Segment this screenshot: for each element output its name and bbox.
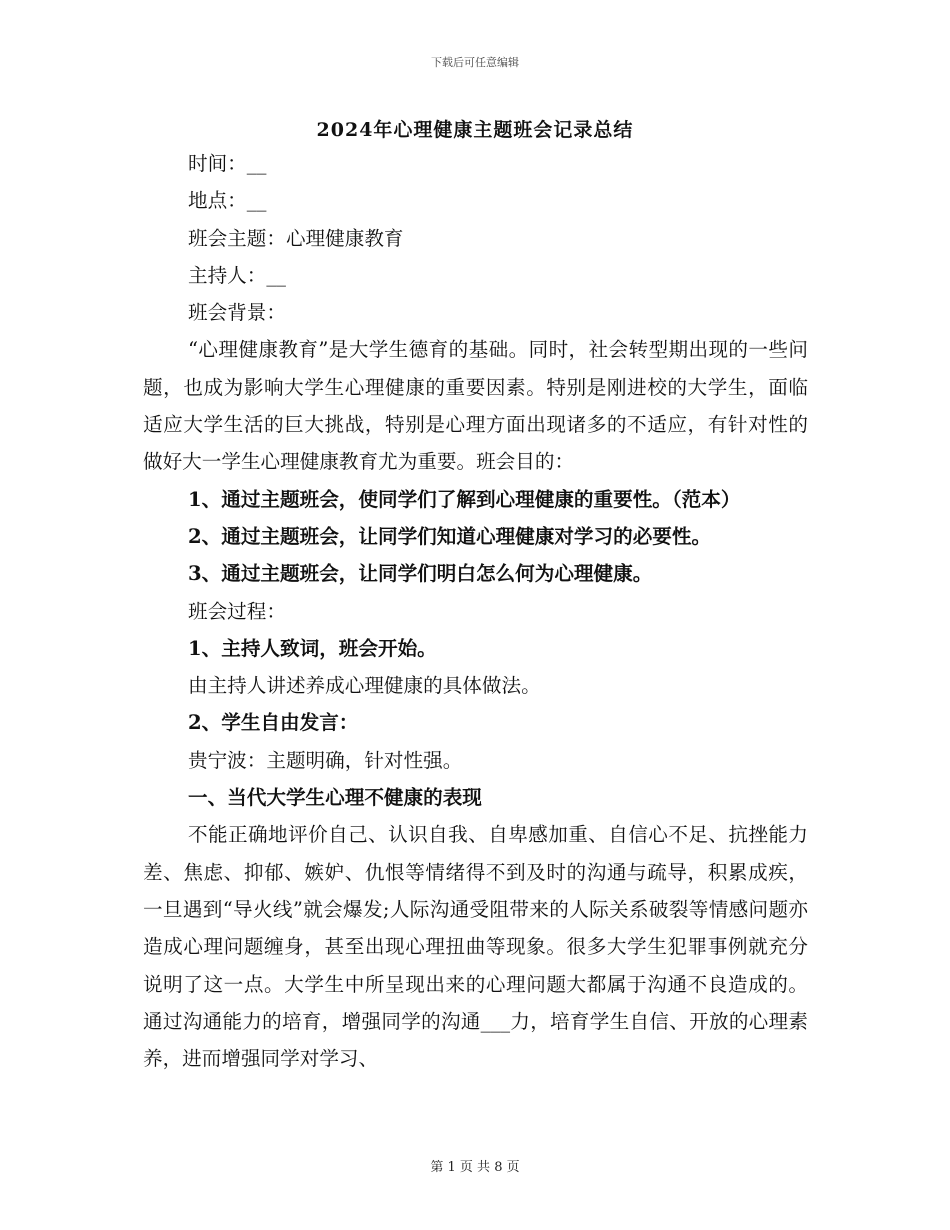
- host-line: 主持人：__: [188, 263, 286, 287]
- document-body: [143, 145, 808, 1077]
- step2-heading: 2、学生自由发言：: [188, 711, 359, 735]
- background-label: 班会背景：: [188, 301, 286, 325]
- time-line: 时间：__: [188, 152, 267, 175]
- theme-line: 班会主题：心理健康教育: [188, 226, 404, 250]
- page-footer: 第 1 页 共 8 页: [430, 1160, 520, 1175]
- document-title: 2024年心理健康主题班会记录总结: [316, 119, 634, 141]
- section1-heading: 一、当代大学生心理不健康的表现: [188, 786, 482, 810]
- place-line: 地点：__: [188, 189, 267, 213]
- step2-text: 贵宁波：主题明确，针对性强。: [188, 748, 463, 772]
- goal-item: 1、通过主题班会，使同学们了解到心理健康的重要性。（范本）: [188, 487, 741, 511]
- goal-item: 3、通过主题班会，让同学们明白怎么何为心理健康。: [188, 562, 653, 586]
- goal-item: 2、通过主题班会，让同学们知道心理健康对学习的必要性。: [188, 524, 712, 548]
- section1-paragraph: 不能正确地评价自己、认识自我、自卑感加重、自信心不足、抗挫能力差、焦虑、抑郁、嫉妒、仇恨等情绪得不到及时的沟通与疏导，积累成疾，一旦遇到“导火线”就会爆发;人际沟通受阻带来的人际关系破裂等情感问题亦造成心理问题缠身，甚至出现心理扭曲等现象。很多大学生犯罪事例就充分说明了这一点。大学生中所呈现出来的心理问题大都属于沟通不良造成的。通过沟通能力的培育，增强同学的沟通___力，培育学生自信、开放的心理素养，进而增强同学对学习、: [143, 823, 808, 1071]
- header-note: 下载后可任意编辑: [431, 56, 519, 69]
- process-label: 班会过程：: [188, 599, 286, 623]
- background-paragraph: “心理健康教育”是大学生德育的基础。同时，社会转型期出现的一些问题，也成为影响大学生心理健康的重要因素。特别是刚进校的大学生，面临适应大学生活的巨大挑战，特别是心理方面出现诸多的不适应，有针对性的做好大一学生心理健康教育尤为重要。班会目的：: [143, 338, 808, 474]
- step1-text: 由主持人讲述养成心理健康的具体做法。: [188, 674, 541, 698]
- step1-heading: 1、主持人致词，班会开始。: [188, 636, 437, 660]
